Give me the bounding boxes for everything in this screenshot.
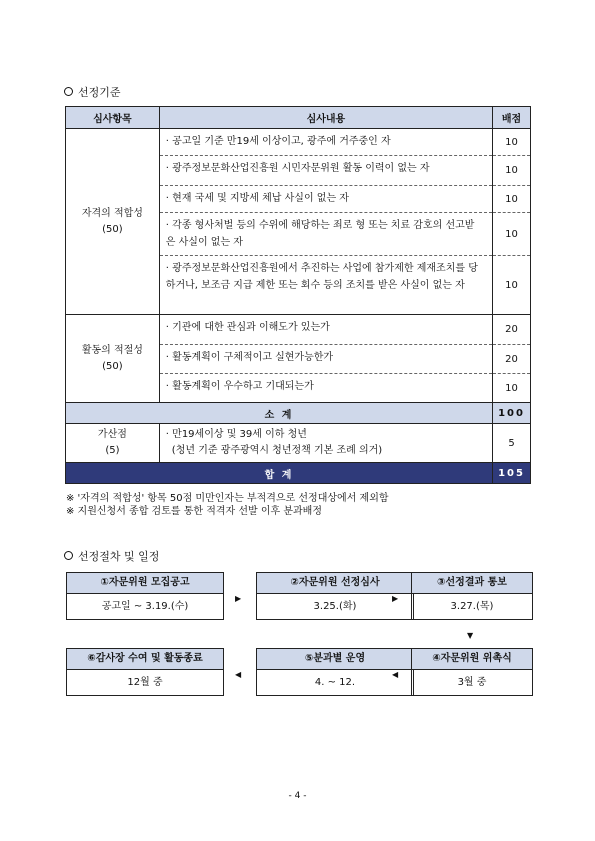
table-header-row: [66, 107, 531, 129]
criteria-table: [65, 106, 531, 484]
criterion-item: · 활동계획이 우수하고 기대되는가: [160, 373, 492, 402]
step-date: 12월 중: [127, 677, 163, 688]
total-row: [66, 463, 531, 484]
circle-bullet-icon: [64, 551, 73, 560]
criterion-item: · 기관에 대한 관심과 이해도가 있는가: [165, 322, 330, 333]
header-content: 심사내용: [159, 107, 492, 129]
bonus-category-cell: 가산점 (5): [66, 424, 160, 463]
step-date: 3.27.(목): [450, 601, 494, 612]
criterion-score: 20: [505, 324, 518, 335]
score-column: [493, 315, 531, 403]
arrow-left-icon: ◀: [235, 670, 242, 679]
category-cell: 자격의 적합성 (50): [66, 129, 160, 315]
step-date: 3.25.(화): [313, 601, 357, 612]
subtotal-score: 100: [493, 403, 531, 424]
arrow-right-icon: ▶: [392, 594, 399, 603]
step-4-box: [411, 648, 533, 696]
category-cell: 활동의 적절성 (50): [66, 315, 160, 403]
criterion-item: · 활동계획이 구체적이고 실현가능한가: [160, 344, 492, 373]
bonus-line-2: (청년 기준 광주광역시 청년정책 기본 조례 의거): [171, 445, 383, 456]
criterion-score: 10: [493, 155, 530, 185]
arrow-right-icon: ▶: [235, 594, 242, 603]
items-cell: [159, 129, 492, 315]
step-title: ④자문위원 위촉식: [412, 649, 532, 670]
step-1-box: [66, 572, 224, 620]
total-score: 105: [493, 463, 531, 484]
criterion-item: · 현재 국세 및 지방세 체납 사실이 없는 자: [160, 185, 492, 212]
total-label: 합 계: [66, 463, 493, 484]
circle-bullet-icon: [64, 87, 73, 96]
items-cell: [159, 315, 492, 403]
notes: [66, 492, 389, 518]
step-6-box: [66, 648, 224, 696]
step-date: 3월 중: [457, 677, 487, 688]
criterion-score: 10: [493, 255, 530, 314]
note-item: ※ '자격의 적합성' 항목 50점 미만인자는 부적격으로 선정대상에서 제외함: [66, 493, 389, 504]
note-item: ※ 지원신청서 종합 검토를 통한 적격자 선발 이후 분과배정: [66, 506, 322, 517]
criterion-item: · 광주정보문화산업진흥원 시민자문위원 활동 이력이 없는 자: [160, 155, 492, 185]
bonus-score: 5: [493, 424, 531, 463]
arrow-left-icon: ◀: [392, 670, 399, 679]
subtotal-label: 소 계: [66, 403, 493, 424]
page-number: - 4 -: [288, 791, 307, 801]
step-title: ⑤분과별 운영: [257, 649, 413, 670]
group-activity-row: [66, 315, 531, 403]
criterion-item: · 각종 형사처벌 등의 수위에 해당하는 죄로 형 또는 치료 감호의 선고받은 사실이 없는 자: [160, 212, 492, 255]
step-3-box: [411, 572, 533, 620]
bonus-content-cell: [159, 424, 492, 463]
score-column: [493, 129, 531, 315]
step-title: ③선정결과 통보: [412, 573, 532, 594]
step-title: ⑥감사장 수여 및 활동종료: [67, 649, 223, 670]
criterion-score: 10: [505, 136, 518, 148]
criterion-item: · 광주정보문화산업진흥원에서 추진하는 사업에 참가제한 제재조치를 당하거나, 보조금 지급 제한 또는 회수 등의 조치를 받은 사실이 없는 자: [160, 255, 492, 314]
header-category: 심사항목: [66, 107, 160, 129]
subtotal-row: [66, 403, 531, 424]
criterion-score: 20: [493, 344, 530, 373]
criterion-score: 10: [493, 185, 530, 212]
criterion-score: 10: [493, 212, 530, 255]
section-procedure-title: 선정절차 및 일정: [64, 548, 159, 564]
step-title: ①자문위원 모집공고: [67, 573, 223, 594]
arrow-down-icon: ▼: [467, 631, 474, 640]
bonus-row: [66, 424, 531, 463]
section-selection-criteria-title: 선정기준: [64, 84, 121, 100]
bonus-line-1: · 만19세이상 및 39세 이하 청년: [165, 429, 307, 440]
step-5-box: [256, 648, 414, 696]
header-score: 배점: [493, 107, 531, 129]
step-date: 4. ~ 12.: [314, 677, 356, 688]
step-date: 공고일 ~ 3.19.(수): [101, 601, 189, 612]
step-2-box: [256, 572, 414, 620]
step-title: ②자문위원 선정심사: [257, 573, 413, 594]
group-qualification-row: [66, 129, 531, 315]
criterion-score: 10: [493, 373, 530, 402]
criterion-item: · 공고일 기준 만19세 이상이고, 광주에 거주중인 자: [165, 136, 391, 147]
